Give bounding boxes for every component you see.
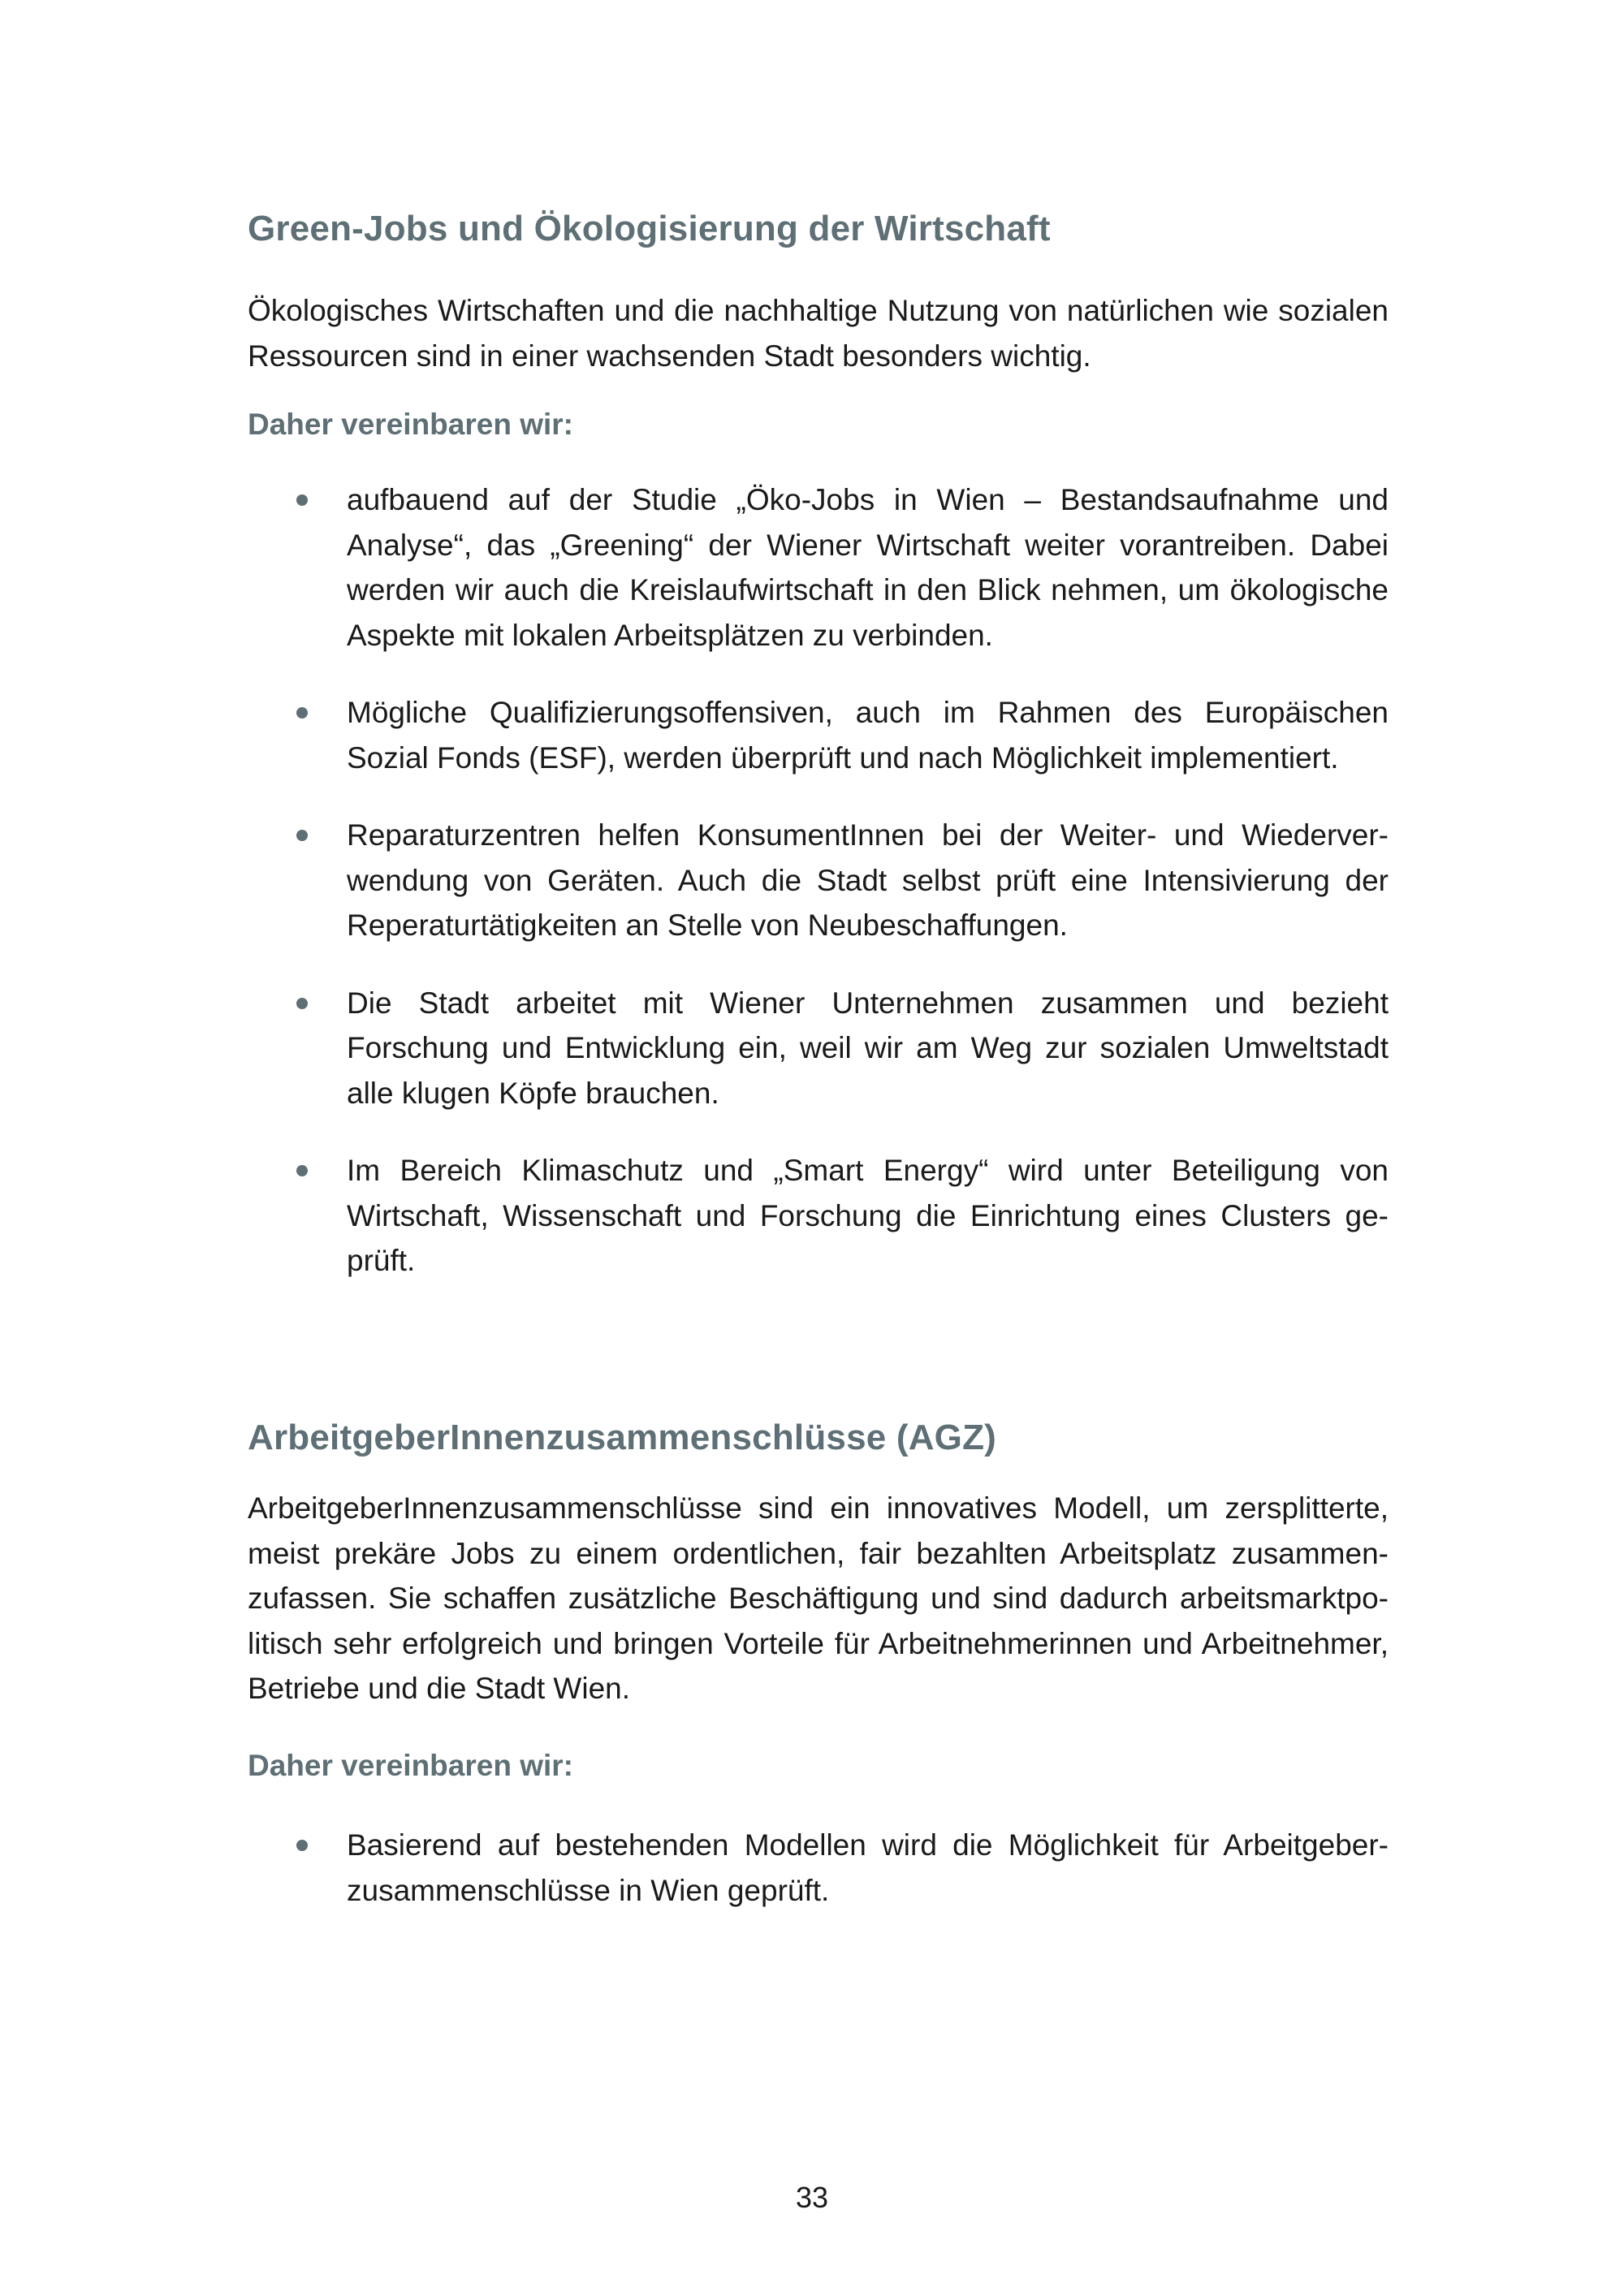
list-item — [248, 1823, 1389, 1913]
list-item — [248, 690, 1389, 780]
list-item-text: Reparaturzentren helfen KonsumentInnen bei der Weiter- und Wiederverwendung von Geräten. Auch die Stadt selbst prüft eine Intensivierung der Reperaturtätigkeiten an Stelle von Neubeschaffungen. — [347, 818, 1389, 942]
list-item-text: Basierend auf bestehenden Modellen wird die Möglichkeit für Arbeitgeberzusammenschlüsse in Wien geprüft. — [347, 1828, 1389, 1907]
page-number: 33 — [795, 2181, 829, 2214]
section-heading-agz: ArbeitgeberInnenzusammenschlüsse (AGZ) — [248, 1418, 997, 1457]
agreement-bullet-list — [248, 1823, 1389, 1913]
agreement-lead-text: Daher vereinbaren wir: — [248, 408, 573, 441]
list-item — [248, 981, 1389, 1116]
section-heading-green-jobs: Green-Jobs und Ökologisierung der Wirtschaft — [248, 209, 1051, 248]
list-item-text: aufbauend auf der Studie „Öko-Jobs in Wien – Bestandsaufnahme und Analyse“, das „Greening“ der Wiener Wirtschaft weiter vorantreiben. Dabei werden wir auch die Kreislaufwirtschaft in den Blick nehmen, um ökologische Aspekte mit lokalen Arbeitsplätzen zu verbinden. — [347, 483, 1389, 652]
bullet-icon — [296, 998, 308, 1009]
section-intro-paragraph: ArbeitgeberInnenzusammenschlüsse sind ein innovatives Modell, um zersplitterte, meist prekäre Jobs zu einem ordentlichen, fair bezahlten Arbeitsplatz zusammenzufassen. Sie schaffen zusätzliche Beschäftigung und sind dadurch arbeitsmarktpolitisch sehr erfolgreich und bringen Vorteile für Arbeitnehmerinnen und Arbeitnehmer, Betriebe und die Stadt Wien. — [248, 1491, 1389, 1705]
section-intro-paragraph: Ökologisches Wirtschaften und die nachhaltige Nutzung von natürlichen wie sozialen Ressourcen sind in einer wachsenden Stadt besonders wichtig. — [248, 294, 1389, 373]
bullet-icon — [296, 1165, 308, 1176]
list-item-text: Die Stadt arbeitet mit Wiener Unternehmen zusammen und bezieht Forschung und Entwicklung ein, weil wir am Weg zur sozialen Umweltstadt alle klugen Köpfe brauchen. — [347, 986, 1389, 1110]
bullet-icon — [296, 494, 308, 506]
list-item — [248, 813, 1389, 948]
list-item — [248, 1148, 1389, 1284]
agreement-bullet-list — [248, 477, 1389, 1284]
list-item-text: Im Bereich Klimaschutz und „Smart Energy“ wird unter Beteiligung von Wirtschaft, Wissenschaft und Forschung die Einrichtung eines Clusters geprüft. — [347, 1154, 1389, 1277]
bullet-icon — [296, 707, 308, 719]
list-item — [248, 477, 1389, 658]
agreement-lead-text: Daher vereinbaren wir: — [248, 1749, 573, 1782]
list-item-text: Mögliche Qualifizierungsoffensiven, auch im Rahmen des Europäischen Sozial Fonds (ESF), werden überprüft und nach Möglichkeit implementiert. — [347, 696, 1389, 775]
bullet-icon — [296, 830, 308, 841]
bullet-icon — [296, 1840, 308, 1851]
